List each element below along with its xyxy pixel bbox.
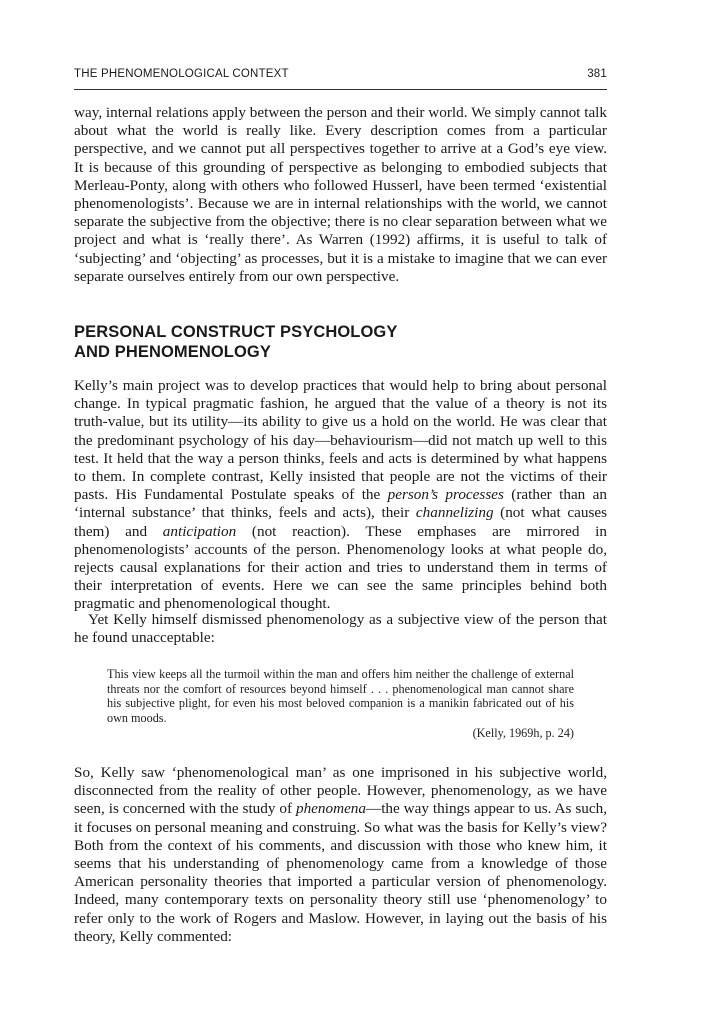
- emphasis-phenomena: phenomena: [295, 800, 366, 818]
- section-heading-line-2: AND PHENOMENOLOGY: [74, 343, 271, 361]
- paragraph-2-text-1: Kelly’s main project was to develop practices that would help to bring about personal change. In typical pragmatic fashion, he argued that the value of a theory is not its truth-value, but its utility—its ability to give us a hold on the world. He was clear that the predominant psychology of his day—behaviourism—did not match up well to this test. It held that the way a person thinks, feels and acts is determined by what happens to them. In complete contrast, Kelly insisted that people are not the victims of their pasts. His Fundamental Postulate speaks of the: [74, 377, 607, 504]
- emphasis-channelizing: channelizing: [415, 504, 494, 522]
- block-quote: This view keeps all the turmoil within the man and offers him neither the challenge of external threats nor the comfort of resources beyond himself . . . phenomenological man cannot share his subjective plight, for even his most beloved companion is a manikin fabricated out of his own moods.: [107, 667, 574, 725]
- emphasis-persons-processes: person’s processes: [387, 486, 504, 504]
- header-rule: [74, 89, 607, 90]
- section-heading-line-1: PERSONAL CONSTRUCT PSYCHOLOGY: [74, 323, 398, 341]
- paragraph-2-text-3: (not what causes them) and: [74, 504, 608, 540]
- paragraph-kelly-project: [74, 377, 607, 614]
- section-heading: [74, 322, 607, 362]
- emphasis-anticipation: anticipation: [162, 522, 237, 540]
- page-number: 381: [587, 68, 607, 80]
- running-head-title: THE PHENOMENOLOGICAL CONTEXT: [74, 68, 289, 80]
- paragraph-2-text-4: (not reaction). These emphases are mirrored in phenomenologists’ accounts of the person. Phenomenology looks at what people do, rejects causal explanations for their action and tries to understand them in terms of their interpretation of events. Here we can see the same principles behind both pragmatic and phenomenological thought.: [74, 522, 607, 613]
- paragraph-kelly-dismissed: Yet Kelly himself dismissed phenomenology as a subjective view of the person that he found unacceptable:: [74, 611, 607, 647]
- paragraph-internal-relations: way, internal relations apply between the person and their world. We simply cannot talk about what the world is really like. Every description comes from a particular perspective, and we cannot put all perspectives together to arrive at a God’s eye view. It is because of this grounding of perspective as belonging to embodied subjects that Merleau-Ponty, along with others who followed Husserl, have been termed ‘existential phenomenologists’. Because we are in internal relationships with the world, we cannot separate the subjective from the objective; there is no clear separation between what we project and what is ‘really there’. As Warren (1992) affirms, it is useful to talk of ‘subjecting’ and ‘objecting’ as processes, but it is a mistake to imagine that we can ever separate ourselves entirely from our own perspective.: [74, 104, 607, 285]
- paragraph-4-text-2: —the way things appear to us. As such, it focuses on personal meaning and construing. So what was the basis for Kelly’s view? Both from the context of his comments, and discussion with those who knew him, it seems that his understanding of phenomenology came from a knowledge of those American personality theories that imported a particular version of phenomenology. Indeed, many contemporary texts on personality theory still use ‘phenomenology’ to refer only to the work of Rogers and Maslow. However, in laying out the basis of his theory, Kelly commented:: [74, 800, 607, 945]
- paragraph-4-text-1: So, Kelly saw ‘phenomenological man’ as one imprisoned in his subjective world, disconnected from the reality of other people. However, phenomenology, as we have seen, is concerned with the study of: [74, 764, 607, 818]
- quote-citation: (Kelly, 1969h, p. 24): [472, 726, 574, 740]
- paragraph-phenomenological-man: [74, 764, 607, 946]
- paragraph-2-text-2: (rather than an ‘internal substance’ that thinks, feels and acts), their: [74, 486, 608, 522]
